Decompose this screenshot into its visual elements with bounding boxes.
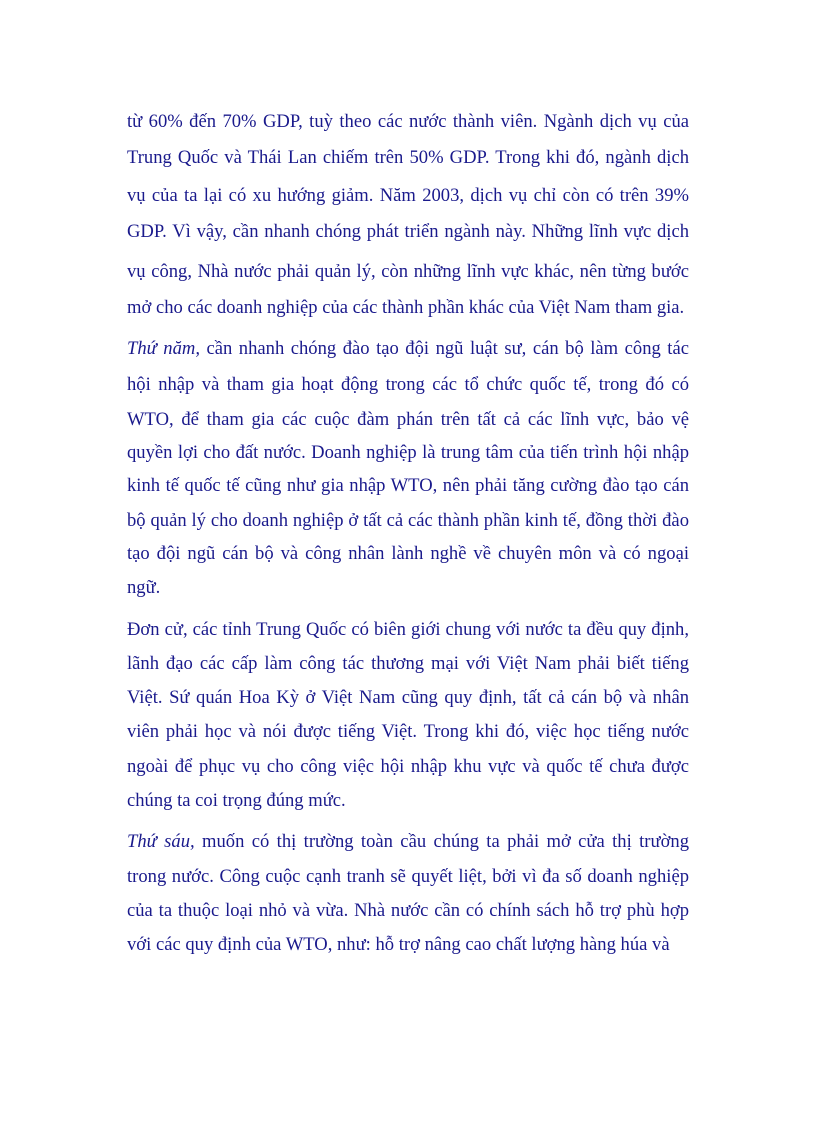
text-line: với các quy định của WTO, như: hỗ trợ nâng cao chất lượng hàng húa và <box>127 934 670 955</box>
text-line: kinh tế quốc tế cũng như gia nhập WTO, nên phải tăng cường đào tạo cán <box>127 475 689 496</box>
text-line: Thứ năm, cần nhanh chóng đào tạo đội ngũ luật sư, cán bộ làm công tác <box>127 338 689 359</box>
text-line: vụ công, Nhà nước phải quản lý, còn những lĩnh vực khác, nên từng bước <box>127 261 689 282</box>
text-line: bộ quản lý cho doanh nghiệp ở tất cả các thành phần kinh tế, đồng thời đào <box>127 510 689 531</box>
paragraph-lead: Thứ năm, <box>127 338 200 359</box>
text-line: Đơn cử, các tỉnh Trung Quốc có biên giới chung với nước ta đều quy định, <box>127 619 689 640</box>
text-line: từ 60% đến 70% GDP, tuỳ theo các nước thành viên. Ngành dịch vụ của <box>127 111 689 132</box>
text-line: lãnh đạo các cấp làm công tác thương mại với Việt Nam phải biết tiếng <box>127 653 689 674</box>
text-line: ngoài để phục vụ cho công việc hội nhập khu vực và quốc tế chưa được <box>127 756 689 777</box>
text-line: ngữ. <box>127 577 161 598</box>
text-line: tạo đội ngũ cán bộ và công nhân lành nghề về chuyên môn và có ngoại <box>127 543 689 564</box>
text-line: quyền lợi cho đất nước. Doanh nghiệp là trung tâm của tiến trình hội nhập <box>127 442 689 463</box>
text-line: mở cho các doanh nghiệp của các thành phần khác của Việt Nam tham gia. <box>127 297 685 318</box>
text-line: hội nhập và tham gia hoạt động trong các tổ chức quốc tế, trong đó có <box>127 374 689 395</box>
text-line: vụ của ta lại có xu hướng giảm. Năm 2003, dịch vụ chỉ còn có trên 39% <box>127 185 689 206</box>
text-line: Thứ sáu, muốn có thị trường toàn cầu chúng ta phải mở cửa thị trường <box>127 831 689 852</box>
text-line: chúng ta coi trọng đúng mức. <box>127 790 346 811</box>
text-line: GDP. Vì vậy, cần nhanh chóng phát triển ngành này. Những lĩnh vực dịch <box>127 221 689 242</box>
text-line: Trung Quốc và Thái Lan chiếm trên 50% GDP. Trong khi đó, ngành dịch <box>127 147 689 168</box>
text-line: WTO, để tham gia các cuộc đàm phán trên tất cả các lĩnh vực, bảo vệ <box>127 409 689 430</box>
text-line: viên phải học và nói được tiếng Việt. Trong khi đó, việc học tiếng nước <box>127 721 689 742</box>
text-line: trong nước. Công cuộc cạnh tranh sẽ quyết liệt, bởi vì đa số doanh nghiệp <box>127 866 689 887</box>
text-line: của ta thuộc loại nhỏ và vừa. Nhà nước cần có chính sách hỗ trợ phù hợp <box>127 900 689 921</box>
text-line: Việt. Sứ quán Hoa Kỳ ở Việt Nam cũng quy định, tất cả cán bộ và nhân <box>127 687 689 708</box>
paragraph-lead: Thứ sáu, <box>127 831 195 852</box>
